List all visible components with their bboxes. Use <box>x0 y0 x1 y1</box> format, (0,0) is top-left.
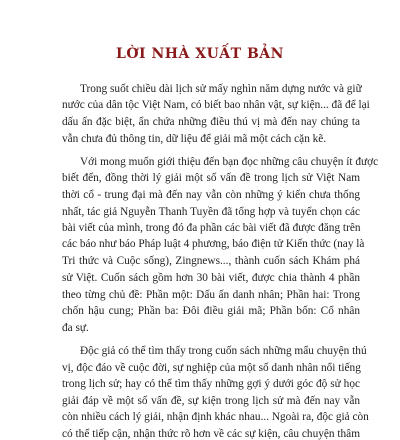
text-line: đa sự. <box>62 322 89 334</box>
text-line: giải đáp về một số vấn đề, sự kiện trong lịch sử mà đến nay vẫn <box>62 395 360 407</box>
text-line: vẫn chưa đủ thông tin, dữ liệu để giải mã một cách cặn kẽ. <box>62 133 327 145</box>
text-line: dấu ấn đặc biệt, ẩn chứa những điều thú vị mà đến nay chúng ta <box>62 116 360 128</box>
text-line: Độc giả có thể tìm thấy trong cuốn sách những mẩu chuyện thú <box>80 345 367 357</box>
text-line: biết đến, đồng thời lý giải một số vấn đề trong lịch sử Việt Nam <box>62 172 360 184</box>
text-line: Với mong muốn giới thiệu đến bạn đọc những câu chuyện ít được <box>80 156 379 168</box>
text-line: có thể tiếp cận, nhận thức rõ hơn về các sự kiện, câu chuyện thâm <box>62 428 360 440</box>
text-line: các báo như báo Pháp luật 4 phương, báo điện tử Kiến thức (nay là <box>62 238 365 250</box>
text-line: chốn hậu cung; Phần ba: Đôi điều giải mã; Phần bốn: Cổ nhân <box>62 305 360 317</box>
text-line: theo từng chủ đề: Phần một: Dấu ấn danh nhân; Phần hai: Trong <box>62 289 360 301</box>
text-line: thời cổ - trung đại mà đến nay vẫn còn những ý kiến chưa thống <box>62 189 360 201</box>
text-line: còn nhiều cách lý giải, nhận định khác nhau... Ngoài ra, độc giả còn <box>62 411 369 423</box>
text-line: Trong suốt chiều dài lịch sử mấy nghìn năm dựng nước và giữ <box>80 83 362 95</box>
text-line: Tri thức và Cuộc sống), Zingnews..., thành cuốn sách Khám phá <box>62 255 360 267</box>
page-title: LỜI NHÀ XUẤT BẢN <box>116 46 284 62</box>
text-line: trong lịch sử; hay có thể tìm thấy những gợi ý dưới góc độ sử học <box>62 378 360 390</box>
text-line: vị, độc đáo về cuộc đời, sự nghiệp của một số danh nhân nổi tiếng <box>62 362 361 374</box>
text-line: nước của dân tộc Việt Nam, có biết bao nhân vật, sự kiện... đã để lại <box>62 99 370 111</box>
text-line: nhất, tác giả Nguyễn Thanh Tuyền đã tổng hợp và tuyển chọn các <box>62 206 360 218</box>
text-line: bài viết của mình, trong đó đa phần các bài viết đã được đăng trên <box>62 222 361 234</box>
text-line: sử Việt. Cuốn sách gồm hơn 30 bài viết, được chia thành 4 phần <box>62 272 360 284</box>
